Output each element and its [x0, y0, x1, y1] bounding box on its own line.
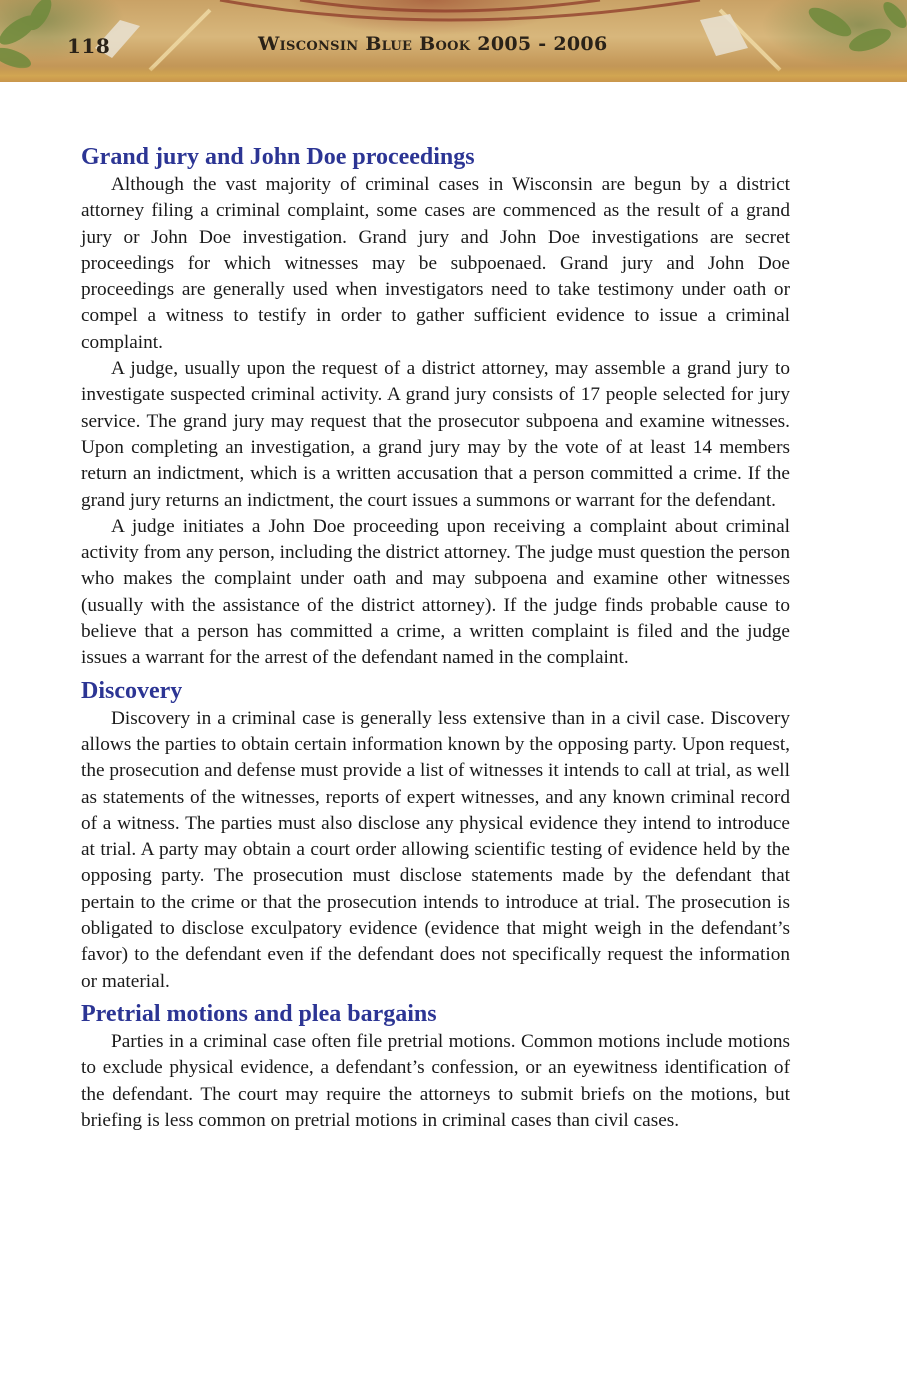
- section-heading: Pretrial motions and plea bargains: [81, 1000, 437, 1027]
- header-gold-strip: [0, 66, 907, 82]
- paragraph: Although the vast majority of criminal cases in Wisconsin are begun by a district attorney filing a criminal complaint, some cases are commenced as the result of a grand jury or John Doe investigation. Grand jury and John Doe investigations are secret proceedings for which witnesses may be subpoenaed. Grand jury and John Doe proceedings are generally used when investigators need to take testimony under oath or compel a witness to testify in order to gather sufficient evidence to issue a criminal complaint.: [81, 174, 790, 353]
- section-grand-jury: [81, 142, 790, 672]
- paragraph: A judge initiates a John Doe proceeding upon receiving a complaint about criminal activity from any person, including the district attorney. The judge must question the person who makes the complaint under oath and may subpoena and examine other witnesses (usually with the assistance of the district attorney). If the judge finds probable cause to believe that a person has committed a crime, a written complaint is filed and the judge issues a warrant for the arrest of the defendant named in the complaint.: [81, 515, 790, 669]
- page-body: [81, 140, 790, 1134]
- section-pretrial-motions: [81, 999, 790, 1134]
- paragraph: Parties in a criminal case often file pretrial motions. Common motions include motions to exclude physical evidence, a defendant’s confession, or an eyewitness identification of the defendant. The court may require the attorneys to submit briefs on the motions, but briefing is less common on pretrial motions in criminal cases than civil cases.: [81, 1030, 790, 1131]
- section-discovery: [81, 676, 790, 995]
- running-title: Wisconsin Blue Book 2005 - 2006: [258, 33, 608, 55]
- paragraph: A judge, usually upon the request of a district attorney, may assemble a grand jury to investigate suspected criminal activity. A grand jury consists of 17 people selected for jury service. The grand jury may request that the prosecutor subpoena and examine witnesses. Upon completing an investigation, a grand jury may by the vote of at least 14 members return an indictment, which is a written accusation that a person committed a crime. If the grand jury returns an indictment, the court issues a summons or warrant for the defendant.: [81, 358, 790, 511]
- page-number: 118: [67, 34, 111, 58]
- page-header-banner: [0, 0, 907, 82]
- section-heading: Discovery: [81, 677, 183, 704]
- section-heading: Grand jury and John Doe proceedings: [81, 144, 475, 170]
- paragraph: Discovery in a criminal case is generally less extensive than in a civil case. Discovery allows the parties to obtain certain information known by the opposing party. Upon request, the prosecution and defense must provide a list of witnesses it intends to call at trial, as well as statements of the witnesses, reports of expert witnesses, and any known criminal record of a witness. The parties must also disclose any physical evidence they intend to introduce at trial. A party may obtain a court order allowing scientific testing of evidence held by the opposing party. The prosecution must disclose statements made by the defendant that pertain to the crime or that the prosecution intends to introduce at trial. The prosecution is obligated to disclose exculpatory evidence (evidence that might weigh in the defendant’s favor) to the defendant even if the defendant does not specifically request the information or material.: [81, 707, 790, 992]
